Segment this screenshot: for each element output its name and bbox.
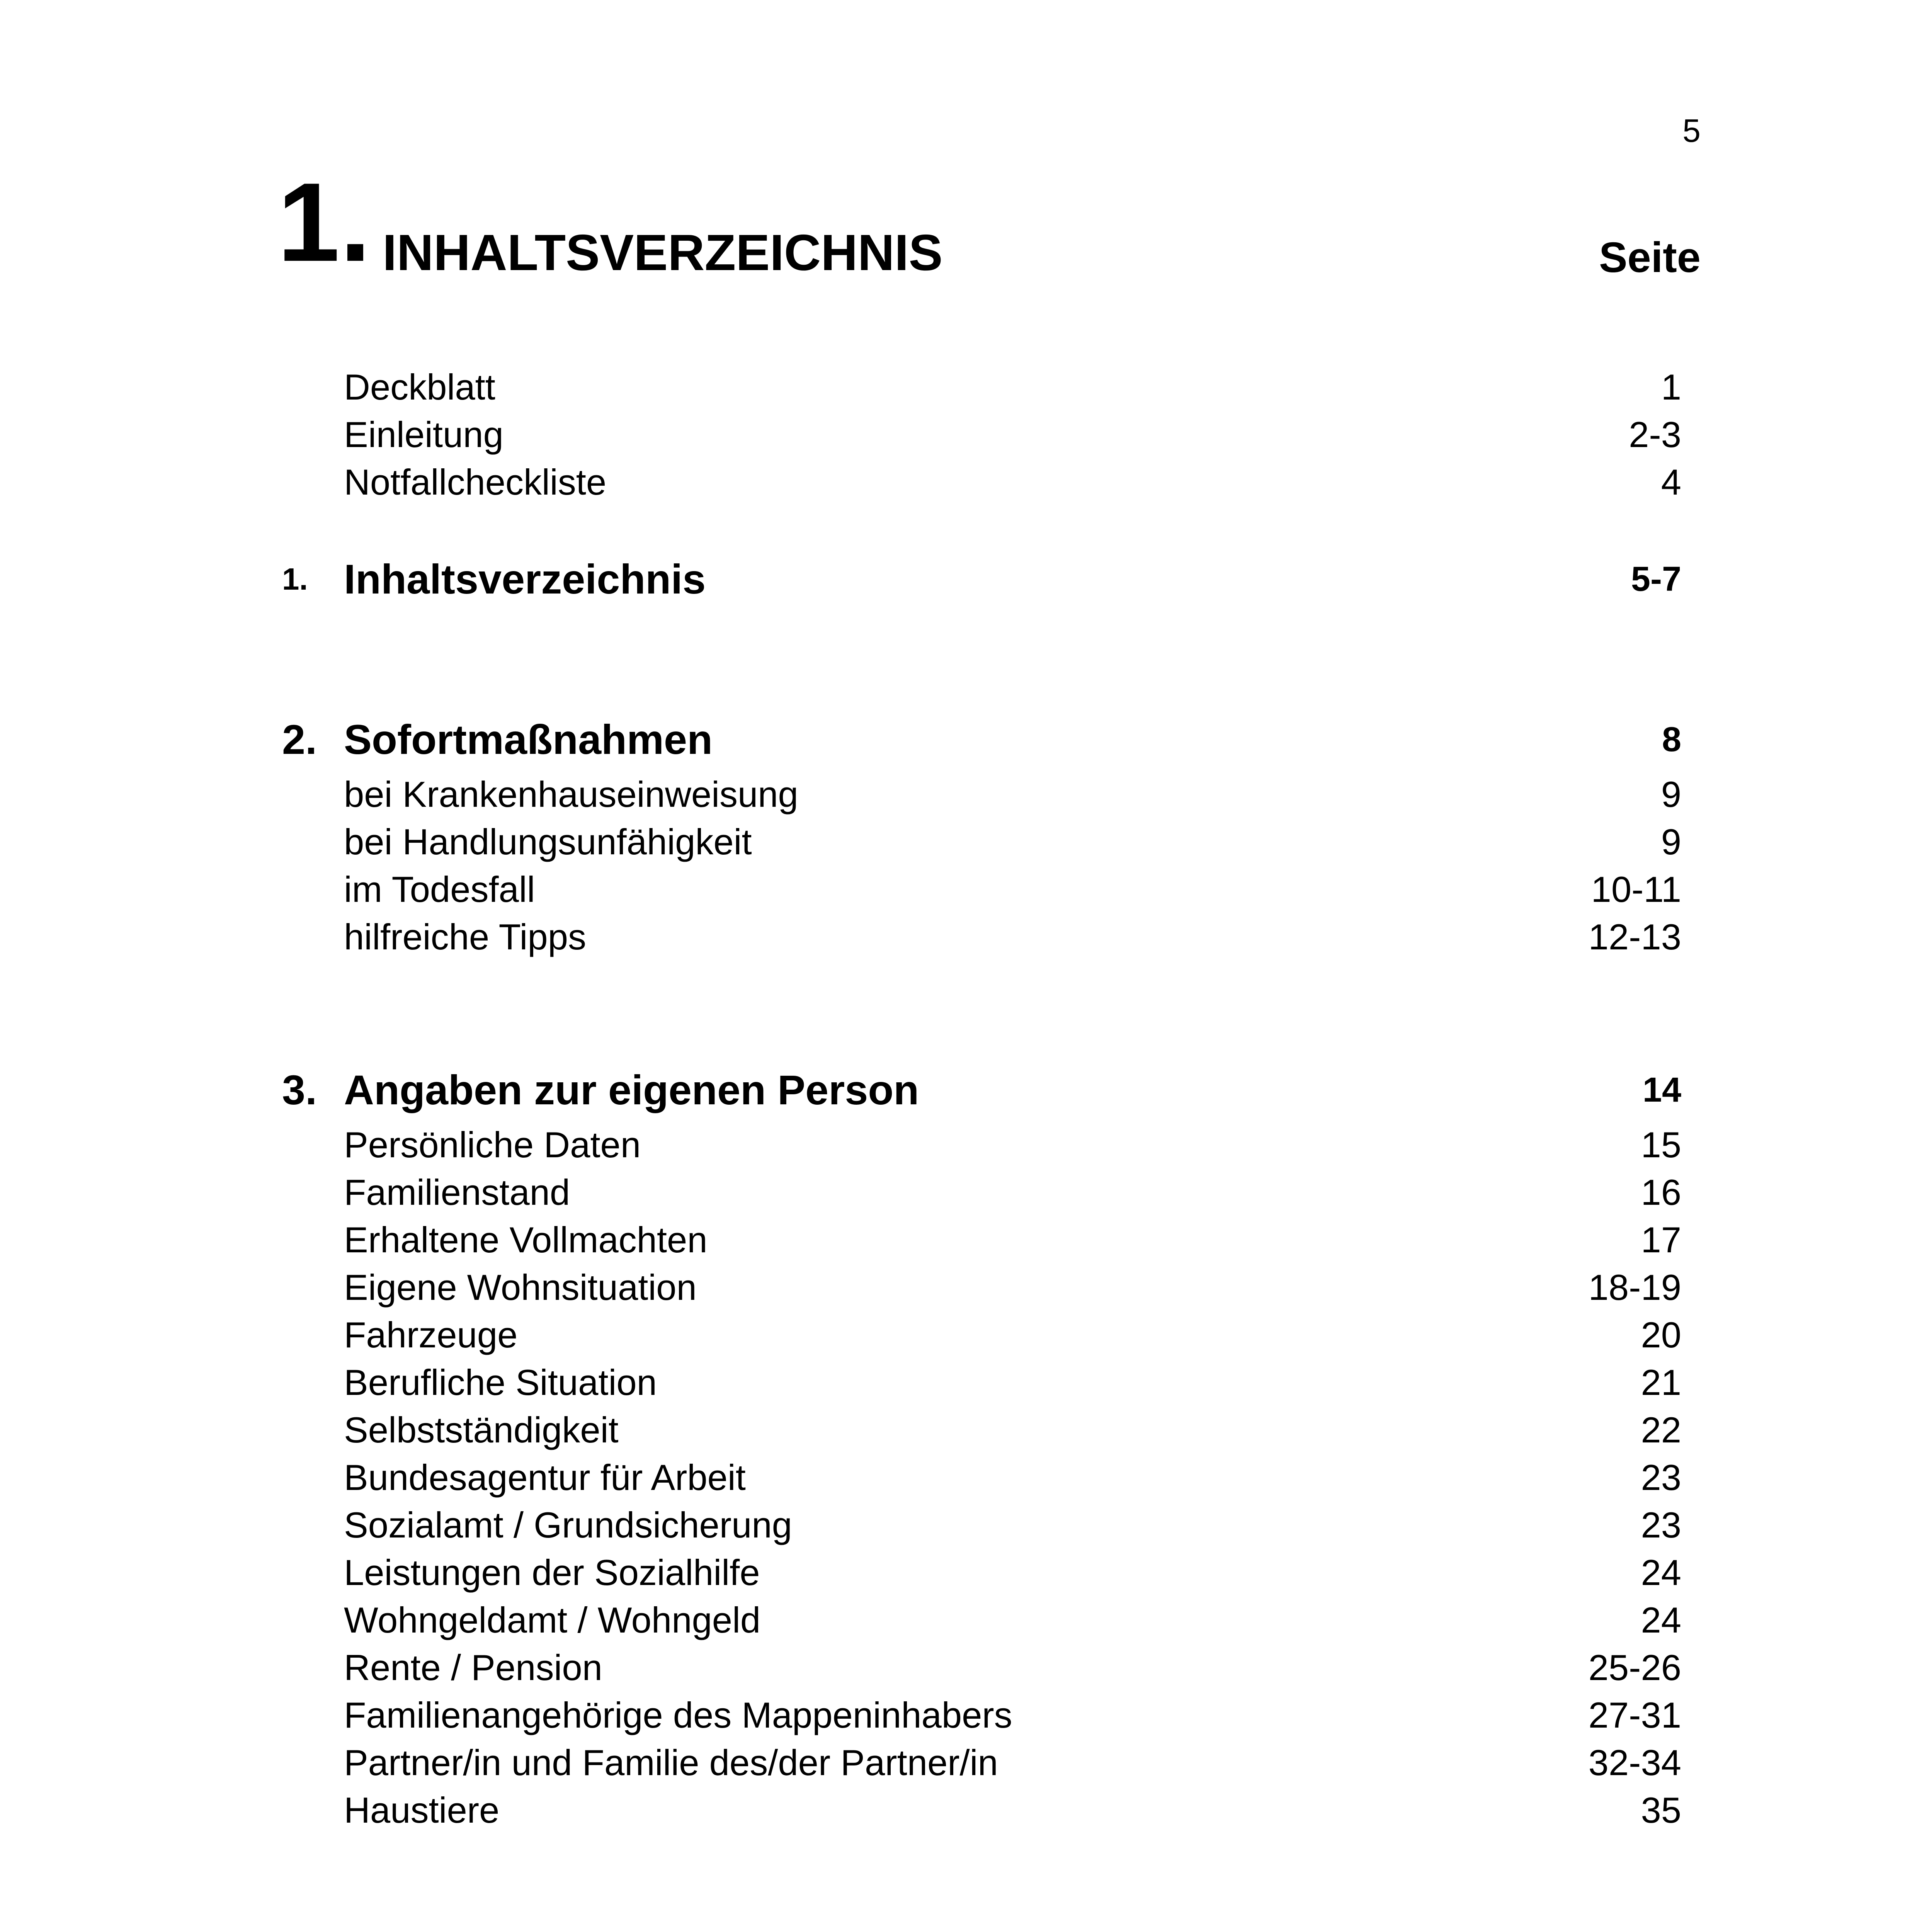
toc-entry-page: 15 (1641, 1124, 1681, 1165)
section-number: 3. (282, 1066, 317, 1113)
toc-entry (282, 1264, 1681, 1311)
toc-entry-label: bei Krankenhauseinweisung (344, 774, 798, 815)
toc-entry-label: Leistungen der Sozialhilfe (344, 1552, 760, 1593)
toc-entry (282, 411, 1681, 458)
toc-entry-page: 17 (1641, 1219, 1681, 1260)
toc-entry (282, 913, 1681, 961)
section-number: 1. (282, 562, 308, 596)
toc-entry (282, 363, 1681, 411)
toc-entry-label: Familienangehörige des Mappeninhabers (344, 1695, 1012, 1735)
toc-entry (282, 1454, 1681, 1501)
toc-entry (282, 1786, 1681, 1834)
toc-entry-label: Berufliche Situation (344, 1362, 657, 1403)
toc-entry (282, 1311, 1681, 1359)
section-title: Inhaltsverzeichnis (344, 556, 706, 602)
toc-entry (282, 818, 1681, 866)
toc-entry-label: Sozialamt / Grundsicherung (344, 1505, 792, 1545)
toc-entry-page: 9 (1661, 821, 1681, 862)
section-number: 2. (282, 716, 317, 763)
toc-entry-page: 20 (1641, 1315, 1681, 1355)
toc-entry-page: 22 (1641, 1410, 1681, 1450)
section-page: 5-7 (1631, 560, 1681, 599)
toc-entry (282, 1739, 1681, 1786)
toc-entry (282, 458, 1681, 506)
toc-entry-label: bei Handlungsunfähigkeit (344, 821, 752, 862)
section-heading (282, 548, 1681, 610)
toc-entry-label: Partner/in und Familie des/der Partner/in (344, 1742, 998, 1783)
toc-entry-page: 27-31 (1588, 1695, 1681, 1735)
page-column-label: Seite (1599, 234, 1701, 281)
toc-entry (282, 1501, 1681, 1549)
toc-entry-label: Bundesagentur für Arbeit (344, 1457, 746, 1498)
chapter-number: 1. (277, 160, 371, 285)
section-page: 14 (1642, 1071, 1681, 1109)
toc-entry-page: 2-3 (1629, 414, 1681, 455)
toc-entry-page: 23 (1641, 1457, 1681, 1498)
toc-entry-label: Notfallcheckliste (344, 462, 607, 502)
toc-entry-label: im Todesfall (344, 869, 535, 910)
page-number: 5 (1682, 112, 1701, 149)
toc-entry-page: 24 (1641, 1552, 1681, 1593)
toc-entry (282, 1691, 1681, 1739)
toc-entry (282, 1168, 1681, 1216)
toc-entry-label: Rente / Pension (344, 1647, 602, 1688)
toc-entry-page: 32-34 (1588, 1742, 1681, 1783)
toc-entry-label: hilfreiche Tipps (344, 917, 586, 957)
toc-entry-label: Wohngeldamt / Wohngeld (344, 1600, 761, 1640)
toc-entry (282, 1549, 1681, 1596)
toc-entry (282, 1121, 1681, 1168)
section-heading (282, 709, 1681, 770)
toc-entry-page: 24 (1641, 1600, 1681, 1640)
section-page: 8 (1662, 720, 1681, 759)
toc-entry-label: Deckblatt (344, 367, 495, 407)
section-title: Angaben zur eigenen Person (344, 1066, 919, 1113)
toc-entry-label: Eigene Wohnsituation (344, 1267, 697, 1308)
toc-entry (282, 1596, 1681, 1644)
toc-entry-page: 25-26 (1588, 1647, 1681, 1688)
toc-entry-label: Haustiere (344, 1790, 500, 1830)
toc-entry-label: Familienstand (344, 1172, 570, 1213)
toc-entry-label: Erhaltene Vollmachten (344, 1219, 708, 1260)
toc-entry-page: 1 (1661, 367, 1681, 407)
toc-entry-page: 18-19 (1588, 1267, 1681, 1308)
toc-entry-page: 12-13 (1588, 917, 1681, 957)
toc-entry-page: 23 (1641, 1505, 1681, 1545)
toc-entry (282, 1216, 1681, 1264)
section-title: Sofortmaßnahmen (344, 716, 713, 763)
toc-entry-page: 16 (1641, 1172, 1681, 1213)
table-of-contents (282, 363, 1681, 1932)
toc-entry-label: Persönliche Daten (344, 1124, 641, 1165)
toc-entry (282, 1406, 1681, 1454)
toc-entry-page: 9 (1661, 774, 1681, 815)
toc-entry (282, 1644, 1681, 1691)
toc-entry-page: 21 (1641, 1362, 1681, 1403)
toc-entry (282, 866, 1681, 913)
toc-entry-label: Selbstständigkeit (344, 1410, 619, 1450)
toc-entry (282, 1359, 1681, 1406)
toc-entry-label: Einleitung (344, 414, 503, 455)
toc-entry-page: 4 (1661, 462, 1681, 502)
toc-entry-page: 35 (1641, 1790, 1681, 1830)
section-heading (282, 1059, 1681, 1121)
toc-entry (282, 770, 1681, 818)
page-title: INHALTSVERZEICHNIS (383, 224, 943, 281)
toc-entry-label: Fahrzeuge (344, 1315, 518, 1355)
toc-entry-page: 10-11 (1591, 869, 1681, 910)
